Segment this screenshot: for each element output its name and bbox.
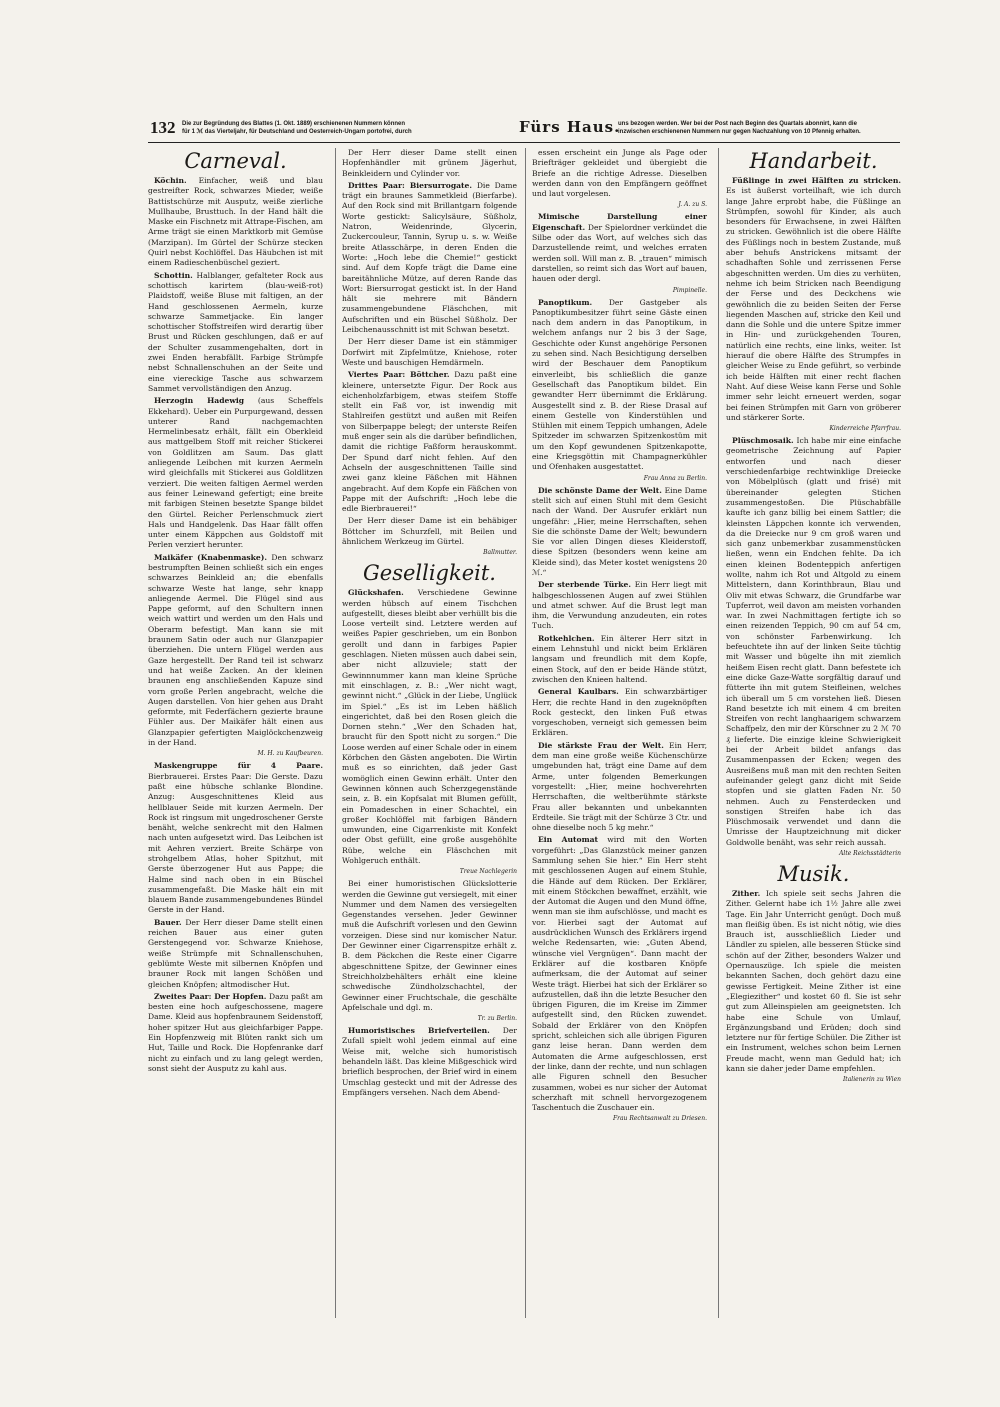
paragraph-text: Der Herr dieser Dame ist ein stämmiger Dorfwirt mit Zipfelmütze, Kniehose, roter Weste und bauschigen Hemdärmeln. — [342, 337, 517, 367]
article-paragraph — [342, 370, 517, 514]
paragraph-lead: Der sterbende Türke. — [538, 580, 632, 590]
paragraph-text: wird mit den Worten vorgeführt: „Das Glanzstück meiner ganzen Sammlung sehen Sie hier.“ Ein Herr steht mit geschlossenen Augen auf einem Stuhle, die Hände auf dem Rücken. Der Erklärer, mit einem Stöckchen bewaffnet, erzählt, wie der Automat die Augen und den Mund öffne, wenn man sie ihm aufschlösse, und macht es vor. Hierbei sagt der Automat auf ausdrücklichen Wunsch des Erklärers irgend welche Redensarten, wie: „Guten Abend, wünsche viel Vergnügen“. Dann macht der Erklärer auf die kostbaren Knöpfe aufmerksam, die der Automat auf seiner Weste trägt. Hierbei hat sich der Erklärer so aufzustellen, daß ihn die letzte Besucher den übrigen Figuren, die im Kreise im Zimmer aufgestellt sind, den Rücken zuwendet. Sobald der Erklärer von den Knöpfen spricht, schleichen sich alle übrigen Figuren ganz leise heran. Dann werden dem Automaten die Arme aufgeschlossen, erst der linke, dann der rechte, und nun schlagen alle Figuren schnell den Besucher zusammen, wobei es nur sicher der Automat scherzhaft mit schnell hervorgezogenem Taschentuch die Zuschauer ein. — [532, 835, 707, 1113]
paragraph-text: Ein schwarzbärtiger Herr, die rechte Hand in den zugeknöpften Rock gesteckt, den linken Fuß etwas vorgeschoben, verneigt sich gemessen beim Erklären. — [532, 687, 707, 738]
article-paragraph — [342, 1026, 517, 1098]
article-paragraph — [342, 879, 517, 1013]
paragraph-lead: Maskengruppe für 4 Paare. — [154, 761, 323, 771]
masthead-title: Fürs Haus. — [519, 118, 621, 136]
paragraph-lead: Viertes Paar: Böttcher. — [348, 370, 450, 380]
column-divider — [525, 148, 526, 1318]
paragraph-text: Der Gastgeber als Panoptikumbesitzer führt seine Gäste einen nach dem andern in das Panoptikum, in welchem anfangs nur 2 bis 3 der Sage, Geschichte oder Kunst angehörige Personen zu sehen sind. Nach Besichtigung derselben wird der Beschauer dem Panoptikum einverleibt, bis schließlich die ganze Gesellschaft das Panoptikum bildet. Ein gewandter Herr übernimmt die Erklärung. Ausgestellt sind z. B. der Riese Drasal auf einem Gestelle von Kinderstühlen und Stühlen mit einem Teppich umhangen, Adele Spitzeder im schwarzen Spitzenkostüm mit um den Kopf gewundenen Spitzenkapotte, eine Kriegsgöttin mit Champagnerkühler und Ofenhaken ausgestattet. — [532, 297, 707, 472]
paragraph-text: Den schwarz bestrumpften Beinen schließt sich ein enges schwarzes Beinkleid an; die ebenfalls schwarze Weste hat lange, sehr knapp anliegende Aermel. Die Flügel sind aus Pappe geformt, auf den Schultern innen weich wattirt und werden um den Hals und Oberarm befestigt. Man kann sie mit braunem Satin oder auch nur Glanzpapier überziehen. Die untern Flügel werden aus Gaze hergestellt. Der Rand teil ist schwarz und hat weiße Zacken. An der kleinen braunen eng anschließenden Kapuze sind vorn große Perlen angebracht, welche die Augen darstellen. Von hier gehen aus Draht geformte, mit Federfächern gezierte braune Fühler aus. Der Maikäfer hält einen aus Glanzpapier gefertigten Maiglöckchenzweig in der Hand. — [148, 552, 323, 748]
paragraph-lead: Glückshafen. — [348, 588, 404, 598]
paragraph-lead: Zweites Paar: Der Hopfen. — [154, 991, 267, 1001]
paragraph-text: Bei einer humoristischen Glückslotterie werden die Gewinne gut versiegelt, mit einer Nummer und dem Namen des versiegelten Gegenstandes versehen. Jeder Gewinner muß die Aufschrift vorlesen und den Gewinn vorzeigen. Diese sind nur komischer Natur. Der Gewinner einer Cigarrenspitze erhält z. B. dem Päckchen die Reste einer Cigarre abgeschnittene Spitze, der Gewinner eines Streichholzbehälters erhält eine kleine schwedische Zündholzschachtel, der Gewinner einer Fruchtschale, die geschälte Apfelschale und dgl. m. — [342, 879, 517, 1012]
paragraph-text: Ein älterer Herr sitzt in einem Lehnstuhl und nickt beim Erklären langsam und freundlich mit dem Kopfe, einen Stock, auf den er beide Hände stützt, zwischen den Knieen haltend. — [532, 633, 707, 684]
author-signature: Kinderreiche Pfarrfrau. — [829, 425, 901, 433]
paragraph-lead: Die schönste Dame der Welt. — [538, 485, 662, 495]
author-signature: Frau Anna zu Berlin. — [643, 474, 707, 482]
paragraph-text: Dazu paßt eine kleinere, untersetzte Figur. Der Rock aus eichenholzfarbigem, etwas steifem Stoffe stellt ein Faß vor, ist inwendig mit Stahlreifen gestützt und außen mit Reifen von Silberpappe belegt; der unterste Reifen muß enger sein als die darüber befindlichen, damit die richtige Faßform herauskommt. Der Spund darf nicht fehlen. Auf den Achseln der ausgeschnittenen Taille sind zwei ganz kleine Fäßchen mit Hähnen angebracht. Auf dem Kopfe ein Fäßchen von Pappe mit der Aufschrift: „Hoch lebe die edle Bierbrauerei!“ — [342, 370, 517, 514]
article-paragraph — [342, 337, 517, 368]
author-signature: Italienerin zu Wien — [842, 1076, 901, 1084]
author-signature: Pimpinelle. — [672, 286, 707, 294]
article-paragraph — [726, 889, 901, 1074]
page-number: 132 — [150, 118, 176, 137]
paragraph-lead: Schottin. — [154, 270, 193, 280]
column-divider — [718, 148, 719, 1318]
paragraph-text: Eine Dame stellt sich auf einen Stuhl mit dem Gesicht nach der Wand. Der Ausrufer erklärt nun ungefähr: „Hier, meine Herrschaften, sehen Sie die schönste Dame der Welt; bewundern Sie vor allen Dingen dieses Kleiderstoff, diese Spitzen (besonders wenn keine am Kleide sind), das Meter kostet wenigstens 20 ℳ.“ — [532, 485, 707, 577]
page-header — [148, 116, 900, 143]
newspaper-page — [148, 116, 900, 1326]
article-paragraph — [148, 918, 323, 990]
author-signature: Tr. zu Berlin. — [477, 1015, 517, 1023]
paragraph-text: Halblanger, gefalteter Rock aus schottisch karirtem (blau-weiß-rot) Plaidstoff, weiße Bluse mit faltigen, an der Hand geschlossenen Aermeln, kurze schwarze Sammetjacke. Ein langer schottischer Stoffstreifen wird derartig über Brust und Rücken geschlungen, daß er auf der Schulter zusammengehalten, dort in zwei Enden herabfällt. Farbige Strümpfe nebst Schnallenschuhen an der Seite und eine viereckige Tasche aus schwarzem Sammet vervollständigen den Anzug. — [148, 270, 323, 393]
paragraph-text: (aus Scheffels Ekkehard). Ueber ein Purpurgewand, dessen unterer Rand nachgemachten Hermelinbesatz erhält, fällt ein Oberkleid aus mattgelbem Stoff mit reicher Stickerei von Goldlitzen am Saum. Das glatt anliegende Leibchen mit kurzen Aermeln wird gleichfalls mit Stickerei aus Goldlitzen verziert. Die weiten faltigen Aermel werden aus feiner Leinewand gefertigt; eine breite mit farbigen Steinen besetzte Spange bildet den Gürtel. Reicher Perlenschmuck ziert Hals und Handgelenk. Das Haar fällt offen unter einem Käppchen aus Goldstoff mit Perlen verziert herunter. — [148, 396, 323, 550]
paragraph-text: Der Zufall spielt wohl jedem einmal auf eine Weise mit, welche sich humoristisch behandeln läßt. Das kleine Mißgeschick wird brieflich besprochen, der Brief wird in einem Umschlag gesteckt und mit der Adresse des Empfängers versehen. Nach dem Abend- — [342, 1026, 517, 1097]
paragraph-lead: Füßlinge in zwei Hälften zu stricken. — [732, 176, 901, 185]
article-paragraph — [342, 181, 517, 335]
paragraph-lead: Ein Automat — [538, 835, 599, 845]
section-title: Geselligkeit. — [363, 561, 496, 586]
article-paragraph — [532, 212, 707, 284]
article-paragraph — [148, 176, 323, 269]
section-title: Carneval. — [184, 149, 287, 173]
paragraph-lead: Köchin. — [154, 176, 187, 185]
paragraph-lead: Rotkehlchen. — [538, 633, 595, 643]
paragraph-text: Der Herr dieser Dame stellt einen reichen Bauer aus einer guten Gerstengegend vor. Schwarze Kniehose, weiße Strümpfe mit Schnallenschuhen, geblümte Weste mit silbernen Knöpfen und brauner Rock mit langen Schößen und gleichen Knöpfen; altmodischer Hut. — [148, 917, 323, 989]
paragraph-text: Ein Herr liegt mit halbgeschlossenen Augen auf zwei Stühlen und atmet schwer. Auf die Brust legt man ihm, die Verwundung anzudeuten, ein rotes Tuch. — [532, 580, 707, 631]
paragraph-lead: Drittes Paar: Biersurrogate. — [348, 180, 473, 190]
article-paragraph — [532, 486, 707, 579]
article-paragraph — [148, 553, 323, 749]
author-signature: Frau Rechtsanwalt zu Driesen. — [612, 1115, 707, 1123]
article-paragraph — [148, 271, 323, 395]
author-signature: J. A. zu S. — [678, 201, 707, 209]
article-paragraph — [342, 516, 517, 547]
article-paragraph — [148, 761, 323, 915]
article-paragraph — [342, 588, 517, 866]
article-paragraph — [532, 835, 707, 1113]
paragraph-lead: Plüschmosaik. — [732, 436, 794, 446]
paragraph-text: essen erscheint ein Junge als Page oder Briefträger gekleidet und übergiebt die Briefe an die richtige Adresse. Dieselben werden dann von den Empfängern geöffnet und laut vorgelesen. — [532, 148, 707, 199]
column-3 — [532, 148, 707, 1318]
paragraph-text: Ich habe mir eine einfache geometrische Zeichnung auf Papier entworfen und nach dieser verschiedenfarbige rechtwinklige Dreiecke von Möbelplüsch (glatt und frisé) mit übereinander gelegten Stichen zusammengestoßen. Die Plüschabfälle kaufte ich ganz billig bei einem Sattler; die kleinsten Läppchen konnte ich verwenden, da die Dreiecke nur 9 cm groß waren und sich ganz unbemerkbar zusammenstücken ließen, wenn ein Endchen fehlte. Da ich einen kleinen Bodenteppich anfertigen wollte, nahm ich Rot und Altgold zu einem Mittelstern, dann Korinthbraun, Blau und Oliv mit etwas Schwarz, die Grundfarbe war Tupferrot, weil davon am meisten vorhanden war. In zwei Nachmittagen fertigte ich so einen reizenden Teppich, 90 cm auf 54 cm, von schönster Farbenwirkung. Ich befeuchtete ihn auf der linken Seite tüchtig mit Wasser und bügelte ihn mit ziemlich heißem Eisen recht glatt. Dann befestete ich eine dicke Gaze-Watte sorgfältig darauf und fütterte ihn mit gutem Steifleinen, welches ich überall um 5 cm vorstehen ließ. Diesen Rand besetzte ich mit einem 4 cm breiten Streifen von recht langhaarigem schwarzem Schaffpelz, den mir der Kürschner zu 2 ℳ 70 ₰ lieferte. Die einzige kleine Schwierigkeit bei der Arbeit bildet anfangs das Zusammenpassen der Ecken; wegen des Ausreißens muß man mit den rechten Seiten aufeinander gelegt ganz dicht mit Seide stopfen und sie glatten Faden Nr. 50 nehmen. Auch zu Fensterdecken und sonstigen Streifen habe ich das Plüschmosaik verwendet und dann die Umrisse der Hauptzeichnung mit dicker Goldwolle benäht, was sehr reich aussah. — [726, 436, 901, 847]
paragraph-text: Es ist äußerst vorteilhaft, wie ich durch lange Jahre erprobt habe, die Füßlinge an Strümpfen, sowohl für Kinder, als auch besonders für Erwachsene, in zwei Hälften zu stricken. Gewöhnlich ist die obere Hälfte des Füßlings noch in bestem Zustande, muß aber behufs Anstrickens mitsamt der schadhaften Sohle und zerrissenen Ferse abgeschnitten werden. Um dies zu verhüten, nehme ich beim Stricken nach Beendigung der Ferse und des Deckchens wie gewöhnlich die zu beiden Seiten der Ferse liegenden Maschen auf, stricke den Keil und dann die Sohle und die untere Spitze immer in Hin- und zurückgehenden Touren, natürlich eine rechts, eine links, weiter. Ist hierauf die obere Hälfte des Strumpfes in gleicher Weise zu Ende geführt, so verbinde ich beide Hälften mit einer recht flachen Naht. Auf diese Weise kann Ferse und Sohle immer sehr leicht erneuert werden, sogar bei feinen Strümpfen mit Garn von gröberer und stärkerer Sorte. — [726, 186, 901, 422]
article-paragraph — [726, 176, 901, 423]
article-paragraph — [532, 298, 707, 473]
author-signature: Alte Reichsstädterin — [839, 850, 901, 857]
subscription-note-left: Die zur Begründung des Blattes (1. Okt. 1889) erschienenen Nummern können für 1 ℳ das Vierteljahr, für Deutschland und Oesterreich-Ungarn portofrei, durch — [182, 121, 412, 135]
column-divider — [335, 148, 336, 1318]
paragraph-text: Dazu paßt am besten eine hoch aufgeschossene, magere Dame. Kleid aus hopfenbraunem Seidenstoff, hoher spitzer Hut aus gleichfarbiger Pappe. Ein Hopfenzweig mit Blüten rankt sich um Hut, Taille und Rock. Die Hopfenranke darf nicht zu einfach und zu lang gelegt werden, sonst sieht der Ausputz zu kahl aus. — [148, 991, 323, 1073]
column-1 — [148, 148, 323, 1318]
column-4 — [726, 148, 901, 1318]
paragraph-text: Die Dame trägt ein braunes Sammetkleid (Bierfarbe). Auf den Rock sind mit Brillantgarn folgende Worte gestickt: Salicylsäure, Süßholz, Natron, Weidenrinde, Glycerin, Zuckercouleur, Tannin, Syrup u. s. w. Weiße breite Atlasschärpe, in deren Enden die Worte: „Hoch lebe die Chemie!“ gestickt sind. Auf dem Kopfe trägt die Dame eine bareitähnliche Mütze, auf deren Rande das Wort: Biersurrogat gestickt ist. In der Hand hält sie mehrere mit Bändern zusammengebundene Fläschchen, mit Aufschriften und ein Büschel Süßholz. Der Leibchenausschnitt ist mit Schwan besetzt. — [342, 180, 517, 335]
paragraph-text: Einfacher, weiß und blau gestreifter Rock, schwarzes Mieder, weiße Battistschürze mit Ausputz, weiße zierliche Mullhaube, Brusttuch. In der Hand hält die Maske ein Fischnetz mit Attrape-Fischen, am Arme trägt sie einen Marktkorb mit Gemüse (Marzipan). Im Gürtel der Schürze stecken Quirl nebst Kochlöffel. Das Häubchen ist mit einem Radieschenbüschel geziert. — [148, 176, 323, 268]
paragraph-text: Bierbrauerei. Erstes Paar: Die Gerste. Dazu paßt eine hübsche schlanke Blondine. Anzug: Ausgeschnittenes Kleid aus hellblauer Seide mit kurzen Aermeln. Der Rock ist ringsum mit ungedroschener Gerste benäht, welche senkrecht mit den Halmen nach unten aufgesetzt wird. Das Leibchen ist mit Aehren verziert. Breite Schärpe von strohgelbem Atlas, hoher Spitzhut, mit Gerste überzogener Hut aus Pappe; die Halme sind nach oben in ein Büschel zusammengefaßt. Die Maske hält ein mit blauem Bande zusammengebundenes Bündel Gerste in der Hand. — [148, 771, 323, 915]
article-paragraph — [532, 634, 707, 685]
article-paragraph — [532, 580, 707, 631]
paragraph-lead: Zither. — [732, 889, 761, 898]
paragraph-text: Der Spielordner verkündet die Silbe oder das Wort, auf welches sich das Darzustellende reimt, und welches erraten werden soll. Will man z. B. „trauen“ mimisch darstellen, so reimt sich das Wort auf bauen, hauen oder dergl. — [532, 222, 707, 284]
paragraph-lead: General Kaulbars. — [538, 687, 619, 697]
paragraph-lead: Herzogin Hadewig — [154, 396, 245, 406]
article-paragraph — [342, 148, 517, 179]
paragraph-lead: Die stärkste Frau der Welt. — [538, 740, 664, 750]
paragraph-text: Der Herr dieser Dame ist ein behäbiger Böttcher im Schurzfell, mit Beilen und ähnlichem Werkzeug im Gürtel. — [342, 516, 517, 546]
author-signature: Treue Nachlegerin — [459, 868, 517, 876]
article-paragraph — [148, 992, 323, 1074]
article-paragraph — [532, 687, 707, 738]
article-paragraph — [532, 148, 707, 199]
author-signature: Ballmutter. — [483, 549, 517, 557]
paragraph-text: Ich spiele seit sechs Jahren die Zither. Gelernt habe ich 1½ Jahre alle zwei Tage. Ein Jahr Unterricht genügt. Doch muß man fleißig üben. Es ist nicht nötig, wie dies Brauch ist, ausschließlich Lieder und Ländler zu spielen, alle besseren Stücke sind schön auf der Zither, besonders Walzer und Opernauszüge. Ich spiele die meisten bekannten Sachen, doch gehört dazu eine gewisse Fertigkeit. Meine Zither ist eine „Elegiezither“ und kostet 60 fl. Sie ist sehr gut zum Alleinspielen am geeignetsten. Ich habe eine Schule von Umlauf, Ergänzungsband und Erüden; doch sind letztere nur für fertige Schüler. Die Zither ist ein Instrument, welches schon beim Lernen Freude macht, wenn man Geduld hat; ich kann sie daher jeder Dame empfehlen. — [726, 889, 901, 1074]
paragraph-lead: Bauer. — [154, 917, 182, 927]
author-signature: M. H. zu Kaufbeuren. — [257, 750, 323, 758]
article-paragraph — [532, 741, 707, 834]
text-columns — [148, 148, 900, 1318]
paragraph-lead: Mimische Darstellung einer Eigenschaft. — [532, 212, 707, 232]
paragraph-text: Ein Herr, dem man eine große weiße Küchenschürze umgebunden hat, trägt eine Dame auf dem Arme, unter folgenden Bemerkungen vorgestellt: „Hier, meine hochverehrten Herrschaften, die weltberühmte stärkste Frau aller bekannten und unbekannten Erdteile. Sie trägt mit der Schürze 3 Ctr. und ohne dieselbe noch 5 kg mehr.“ — [532, 740, 707, 833]
paragraph-text: Der Herr dieser Dame stellt einen Hopfenhändler mit grünem Jägerhut, Beinkleidern und Cylinder vor. — [342, 148, 517, 178]
paragraph-lead: Panoptikum. — [538, 297, 593, 307]
column-2 — [342, 148, 517, 1318]
paragraph-lead: Maikäfer (Knabenmaske). — [154, 552, 267, 562]
section-title: Musik. — [777, 862, 850, 886]
paragraph-lead: Humoristisches Briefverteilen. — [348, 1026, 490, 1036]
paragraph-text: Verschiedene Gewinne werden hübsch auf einem Tischchen aufgestellt, dieses bleibt aber verhüllt bis die Loose verteilt sind. Letztere werden auf weißes Papier geschrieben, um ein Bonbon gerollt und dann in farbiges Papier geschlagen. Nieten müssen auch dabei sein, aber nicht allzuviele; statt der Gewinnnummer kann man kleine Sprüche mit einschlagen, z. B.: „Wer nicht wagt, gewinnt nicht.“ „Glück in der Liebe, Unglück im Spiel.“ „Es ist im Leben häßlich eingerichtet, daß bei den Rosen gleich die Dornen stehn.“ „Wer den Schaden hat, braucht für den Spott nicht zu sorgen.“ Die Loose werden auf einer Schale oder in einem Körbchen den Gästen angeboten. Die Wirtin muß es so einrichten, daß jeder Gast womöglich einen Gewinn erhält. Unter den Gewinnen können auch Scherzgegenstände sein, z. B. ein Kopfsalat mit Blumen gefüllt, ein Pomadeschen in einer Schachtel, ein großer Kochlöffel mit farbigen Bändern umwunden, eine Cigarrenkiste mit Konfekt oder Obst gefüllt, eine große ausgehöhlte Rübe, welche ein Fläschchen mit Wohlgeruch enthält. — [342, 588, 517, 865]
article-paragraph — [726, 436, 901, 848]
article-paragraph — [148, 396, 323, 550]
section-title: Handarbeit. — [749, 149, 878, 173]
subscription-note-right: uns bezogen werden. Wer bei der Post nach Beginn des Quartals abonnirt, kann die inzwischen erschienenen Nummern nur gegen Nachzahlung von 10 Pfennig erhalten. — [618, 121, 861, 135]
